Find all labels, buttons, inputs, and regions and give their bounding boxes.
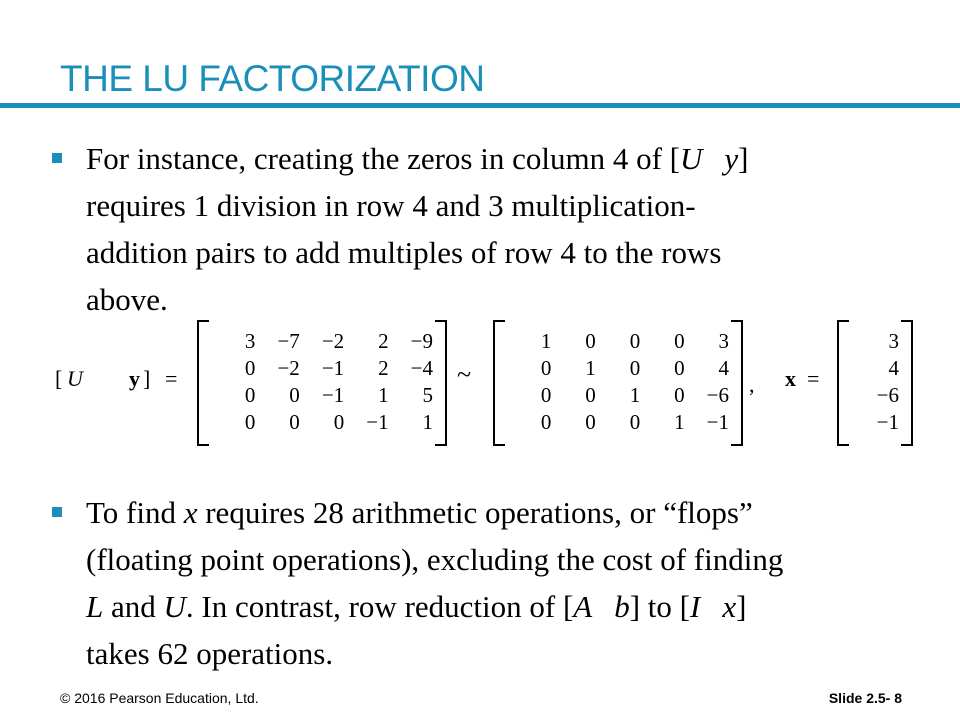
matrix-cell: −6	[876, 383, 899, 407]
matrix-cell: 3	[888, 329, 899, 353]
bullet-1-line-4: above.	[86, 282, 168, 317]
matrix-cell: 2	[378, 356, 389, 380]
matrix-reduced	[493, 320, 743, 444]
bullet-text-1	[86, 135, 926, 323]
math-var-x: x	[183, 495, 198, 530]
bullet-2-line-4: takes 62 operations.	[86, 636, 334, 671]
equals-sign: =	[165, 366, 178, 391]
matrix-cell: −2	[321, 329, 345, 353]
bullet-2-line-3	[86, 583, 926, 630]
lhs-bracket-close: ]	[143, 366, 151, 391]
matrix-reduced-cells	[507, 328, 729, 436]
text-segment: . In contrast, row reduction of [	[185, 589, 574, 624]
matrix-cell: 5	[422, 383, 433, 407]
equals-sign-2: =	[807, 366, 820, 391]
matrix-cell: 0	[629, 410, 641, 434]
text-segment: requires 28 arithmetic operations, or “flops”	[197, 495, 753, 530]
text-segment: For instance, creating the zeros in column 4 of [	[86, 141, 680, 176]
matrix-cell: −2	[277, 356, 300, 380]
bullet-1-line-3: addition pairs to add multiples of row 4 to the rows	[86, 235, 722, 270]
matrix-cell: 0	[540, 383, 552, 407]
matrix-cell: −1	[321, 356, 345, 380]
row-equivalence-tilde: ~	[457, 360, 472, 389]
matrix-cell: 0	[674, 329, 685, 353]
matrix-cell: −7	[277, 329, 300, 353]
matrix-cell: −1	[876, 410, 899, 434]
matrix-bracket-left	[837, 320, 849, 446]
matrix-cell: 3	[718, 329, 729, 353]
matrix-cell: 0	[674, 383, 685, 407]
bullet-text-2	[86, 489, 926, 677]
text-segment: and	[103, 589, 164, 624]
matrix-cell: 4	[888, 356, 899, 380]
matrix-cell: 4	[718, 356, 729, 380]
math-var-U: U	[679, 141, 703, 176]
matrix-cell: 1	[674, 410, 685, 434]
text-segment: ]	[736, 589, 747, 624]
math-var-b: b	[614, 589, 630, 624]
matrix-cell: −4	[410, 356, 433, 380]
matrix-cell: 0	[289, 383, 300, 407]
matrix-bracket-right	[435, 320, 447, 446]
matrix-cell: 1	[378, 383, 389, 407]
matrix-cell: −6	[706, 383, 729, 407]
matrix-cell: 0	[585, 329, 596, 353]
matrix-cell: 3	[244, 329, 256, 353]
lhs-bracket-open: [	[55, 366, 63, 391]
matrix-cell: −1	[321, 383, 345, 407]
slide-number: Slide 2.5- 8	[828, 690, 902, 706]
title-underline-bar	[0, 103, 960, 108]
matrix-cell: 0	[629, 329, 641, 353]
solution-var-x: x	[785, 366, 796, 391]
math-var-x: x	[722, 589, 737, 624]
matrix-cell: 0	[585, 383, 596, 407]
matrix-cell: 1	[422, 410, 433, 434]
matrix-bracket-right	[731, 320, 743, 446]
math-var-I: I	[690, 589, 701, 624]
text-segment: ]	[738, 141, 749, 176]
lhs-var-y: y	[129, 366, 140, 391]
solution-vector-cells	[851, 328, 899, 436]
matrix-cell: 1	[629, 383, 641, 407]
bullet-2-line-2: (floating point operations), excluding the cost of finding	[86, 542, 784, 577]
matrix-cell: 0	[585, 410, 596, 434]
matrix-cell: 0	[244, 410, 256, 434]
matrix-U-y	[197, 320, 447, 444]
matrix-cell: 2	[378, 329, 389, 353]
bullet-marker-1	[52, 153, 62, 163]
bullet-marker-2	[52, 507, 62, 517]
matrix-cell: 0	[244, 356, 256, 380]
matrix-cell: 1	[540, 329, 552, 353]
matrix-cell: −1	[706, 410, 729, 434]
math-var-A: A	[573, 589, 593, 624]
bullet-2-line-1	[86, 489, 926, 536]
matrix-bracket-left	[493, 320, 505, 446]
bullet-1-line-1	[86, 135, 926, 182]
math-var-U: U	[163, 589, 186, 624]
matrix-U-y-cells	[211, 328, 433, 436]
math-var-y: y	[724, 141, 739, 176]
matrix-cell: −1	[366, 410, 389, 434]
bullet-1-line-2: requires 1 division in row 4 and 3 multiplication-	[86, 188, 696, 223]
matrix-cell: 0	[333, 410, 345, 434]
matrix-cell: 0	[674, 356, 685, 380]
text-segment: ] to [	[629, 589, 690, 624]
matrix-cell: 0	[244, 383, 256, 407]
matrix-cell: 0	[540, 410, 552, 434]
matrix-cell: 0	[540, 356, 552, 380]
matrix-cell: 1	[585, 356, 596, 380]
slide-title: THE LU FACTORIZATION	[60, 58, 485, 99]
comma: ,	[749, 372, 755, 397]
matrix-cell: 0	[629, 356, 641, 380]
math-var-L: L	[86, 589, 104, 624]
solution-vector	[837, 320, 913, 444]
copyright-notice: © 2016 Pearson Education, Ltd.	[60, 690, 259, 706]
lhs-var-U: U	[67, 366, 83, 391]
text-segment: To find	[86, 495, 184, 530]
matrix-cell: −9	[410, 329, 433, 353]
matrix-cell: 0	[289, 410, 300, 434]
matrix-bracket-right	[901, 320, 913, 446]
matrix-bracket-left	[197, 320, 209, 446]
